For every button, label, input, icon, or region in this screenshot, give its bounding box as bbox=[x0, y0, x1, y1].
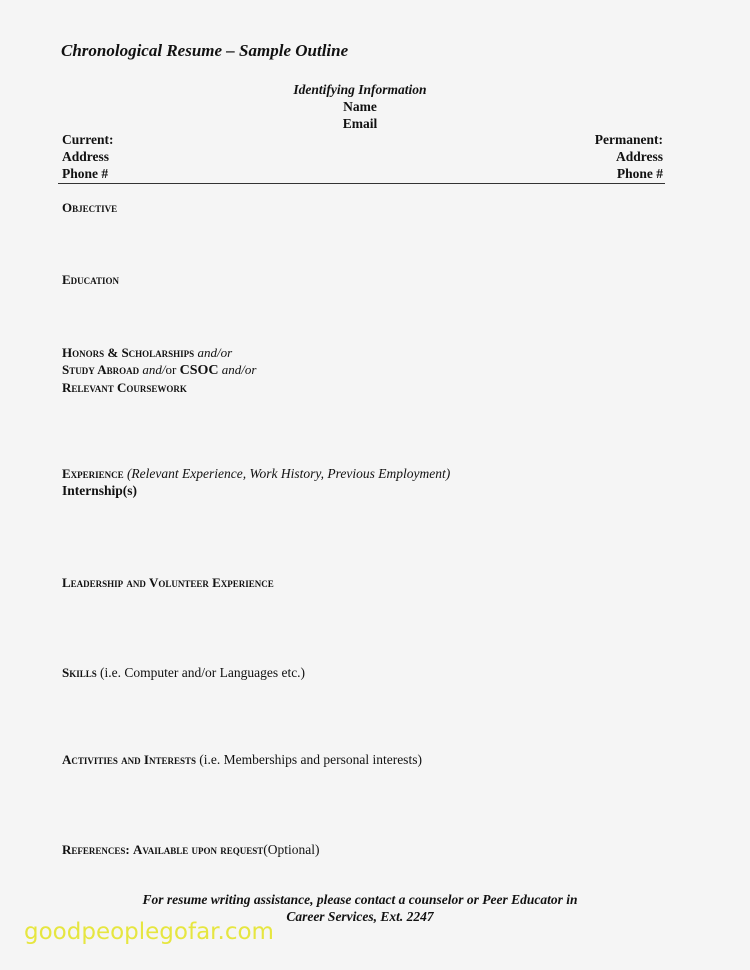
header-divider bbox=[58, 183, 665, 184]
references-subheading: Available upon request bbox=[132, 842, 264, 857]
name-field: Name bbox=[343, 99, 377, 114]
watermark-text: goodpeoplegofar.com bbox=[24, 919, 274, 945]
experience-line bbox=[62, 465, 450, 482]
internships-subheading: Internship(s) bbox=[62, 483, 138, 498]
coursework-line bbox=[62, 379, 256, 396]
section-experience bbox=[62, 465, 450, 499]
experience-note: (Relevant Experience, Work History, Previous Employment) bbox=[126, 466, 451, 481]
references-note: (Optional) bbox=[263, 842, 320, 857]
honors-suffix: and/or bbox=[197, 345, 233, 360]
leadership-heading: Leadership and Volunteer Experience bbox=[62, 575, 274, 590]
objective-heading: Objective bbox=[62, 200, 118, 215]
study-abroad-and: and/ bbox=[142, 362, 166, 377]
csoc-heading: CSOC bbox=[179, 363, 219, 378]
skills-heading: Skills bbox=[62, 665, 97, 680]
references-heading: References: bbox=[62, 842, 130, 857]
permanent-phone: Phone # bbox=[616, 166, 663, 181]
permanent-label: Permanent: bbox=[594, 132, 663, 147]
current-address-block bbox=[62, 131, 114, 182]
footer-line-1: For resume writing assistance, please contact a counselor or Peer Educator in bbox=[142, 892, 578, 907]
section-objective bbox=[62, 199, 117, 216]
section-education bbox=[62, 271, 119, 288]
education-heading: Education bbox=[62, 272, 120, 287]
permanent-address-block bbox=[595, 131, 663, 182]
study-abroad-line bbox=[62, 361, 256, 379]
experience-heading: Experience bbox=[62, 466, 124, 481]
section-honors bbox=[62, 344, 256, 396]
skills-note: (i.e. Computer and/or Languages etc.) bbox=[100, 665, 306, 680]
permanent-address: Address bbox=[615, 149, 663, 164]
activities-heading: Activities and Interests bbox=[62, 752, 196, 767]
current-label: Current: bbox=[62, 132, 114, 147]
email-field: Email bbox=[342, 116, 378, 131]
section-references bbox=[62, 841, 320, 858]
section-activities bbox=[62, 751, 422, 768]
study-abroad-or: or bbox=[165, 362, 177, 377]
identifying-info-label: Identifying Information bbox=[293, 82, 427, 97]
activities-note: (i.e. Memberships and personal interests) bbox=[199, 752, 422, 767]
footer-line-2: Career Services, Ext. 2247 bbox=[286, 909, 434, 924]
honors-line bbox=[62, 344, 256, 361]
current-address: Address bbox=[62, 149, 110, 164]
document-title: Chronological Resume – Sample Outline bbox=[61, 41, 349, 60]
study-abroad-heading: Study Abroad bbox=[62, 362, 140, 377]
current-phone: Phone # bbox=[62, 166, 109, 181]
identifying-info-block bbox=[260, 81, 460, 132]
csoc-suffix: and/or bbox=[221, 362, 257, 377]
honors-heading: Honors & Scholarships bbox=[62, 345, 195, 360]
section-leadership bbox=[62, 574, 274, 591]
coursework-heading: Relevant Coursework bbox=[62, 380, 187, 395]
section-skills bbox=[62, 664, 305, 681]
